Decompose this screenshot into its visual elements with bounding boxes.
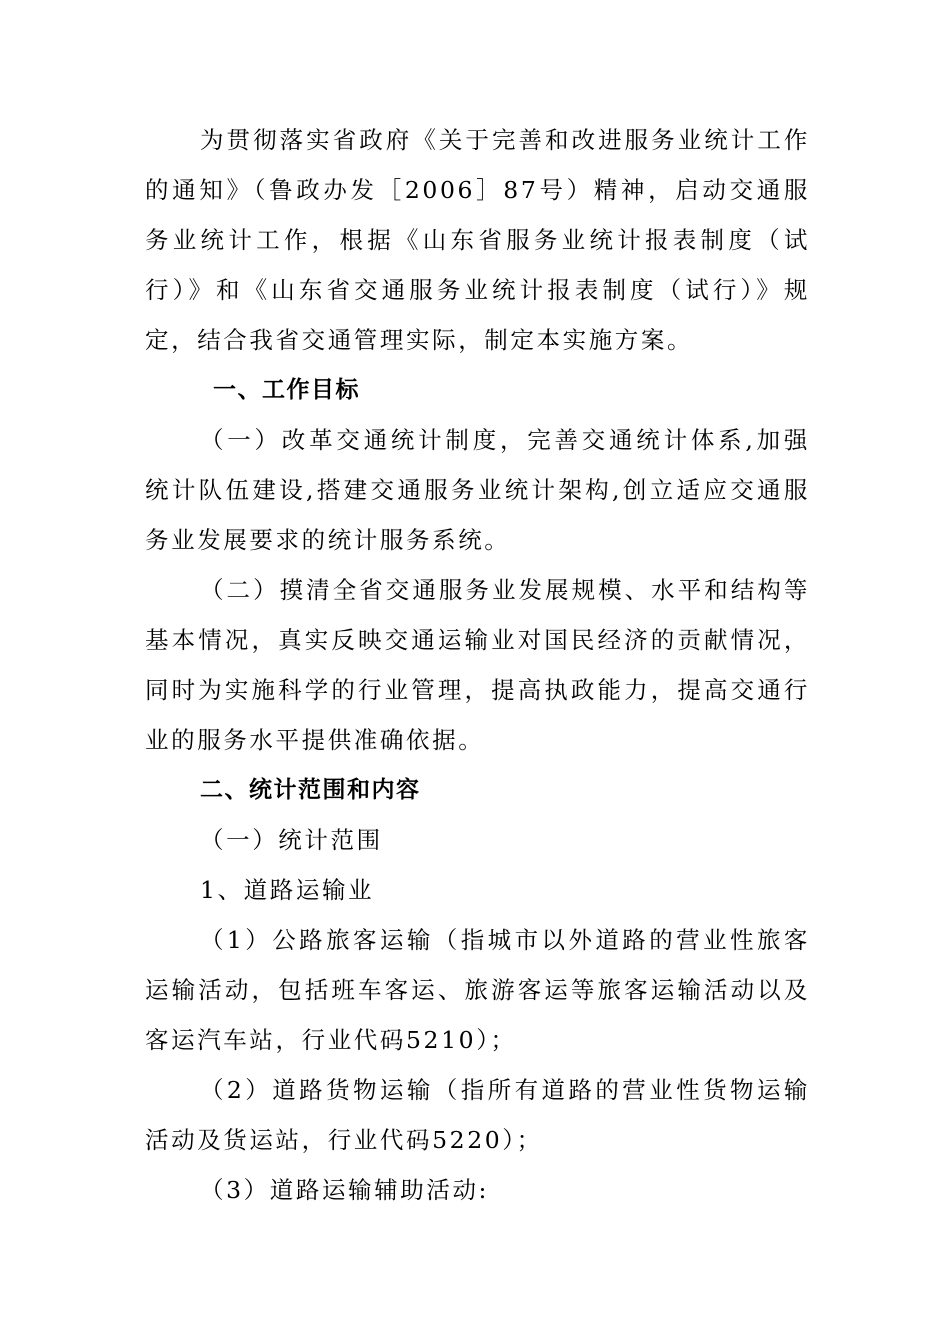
scope-item-2: （2）道路货物运输（指所有道路的营业性货物运输活动及货运站，行业代码5220）；: [145, 1076, 810, 1154]
intro-paragraph: 为贯彻落实省政府《关于完善和改进服务业统计工作的通知》（鲁政办发［2006］87号）精神，启动交通服务业统计工作，根据《山东省服务业统计报表制度（试行）》和《山东省交通服务业统计报表制度（试行）》规定，结合我省交通管理实际，制定本实施方案。: [145, 126, 810, 354]
category-road-transport: 1、道路运输业: [200, 876, 375, 904]
document-page: [145, 115, 810, 1215]
subheading-scope: （一）统计范围: [200, 826, 383, 854]
scope-item-1: （1）公路旅客运输（指城市以外道路的营业性旅客运输活动，包括班车客运、旅游客运等旅客运输活动以及客运汽车站，行业代码5210）；: [145, 926, 810, 1054]
scope-item-3: （3）道路运输辅助活动:: [200, 1176, 490, 1204]
goal-paragraph-1: （一）改革交通统计制度，完善交通统计体系,加强统计队伍建设,搭建交通服务业统计架构,创立适应交通服务业发展要求的统计服务系统。: [145, 426, 810, 554]
section-heading-scope: 二、统计范围和内容: [200, 777, 421, 803]
goal-paragraph-2: （二）摸清全省交通服务业发展规模、水平和结构等基本情况，真实反映交通运输业对国民经济的贡献情况，同时为实施科学的行业管理，提高执政能力，提高交通行业的服务水平提供准确依据。: [145, 576, 810, 754]
section-heading-work-goals: 一、工作目标: [213, 377, 360, 403]
